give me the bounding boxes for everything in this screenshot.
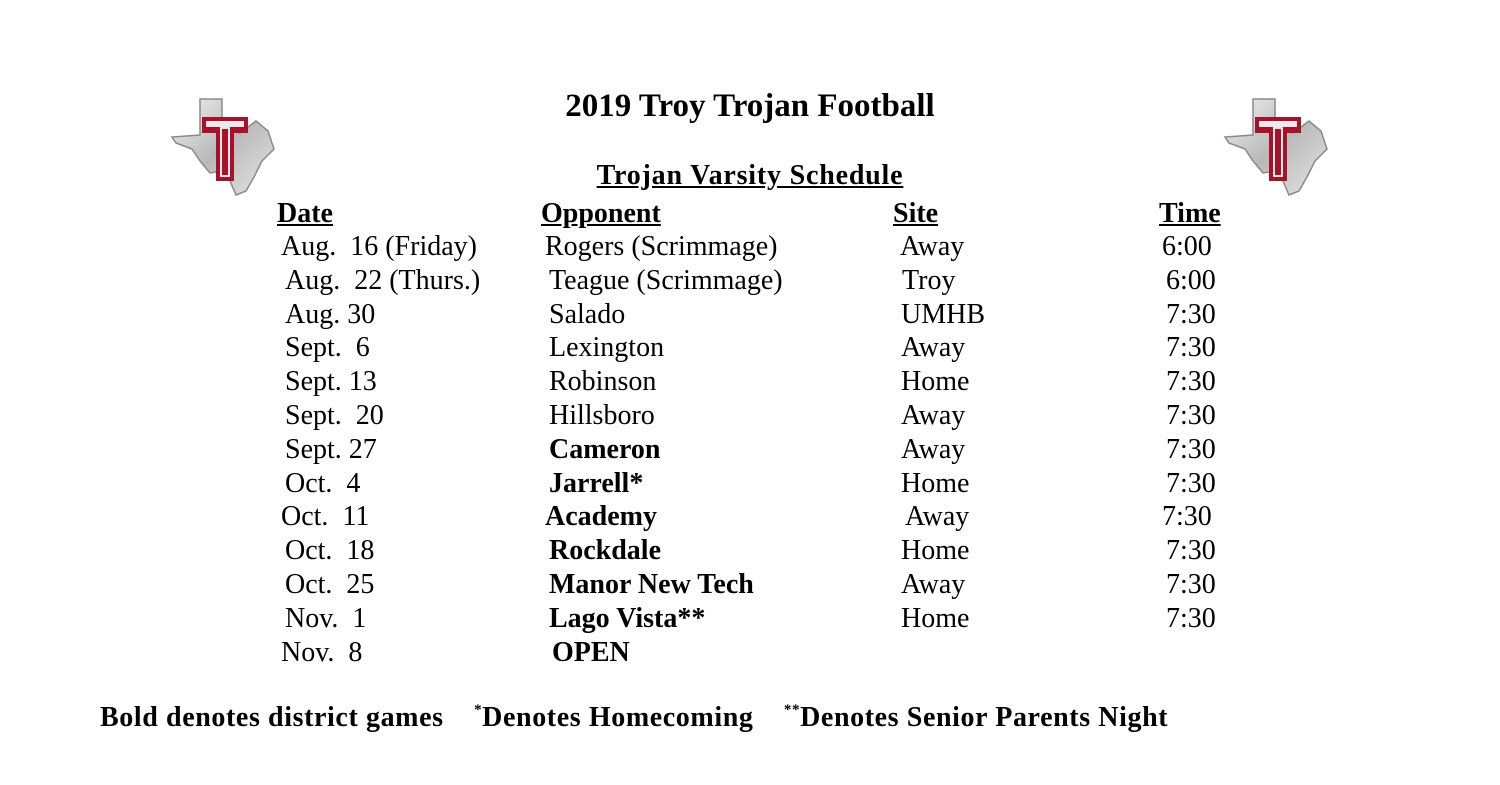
row-time: 7:30	[1166, 569, 1216, 600]
row-time: 7:30	[1166, 298, 1216, 330]
table-row	[0, 637, 1500, 671]
row-date: Oct. 18	[285, 535, 375, 567]
row-date: Oct. 4	[285, 467, 361, 499]
row-opponent: Salado	[549, 298, 626, 330]
row-time: 6:00	[1166, 264, 1216, 296]
row-site: Troy	[902, 264, 956, 296]
row-opponent: Rogers (Scrimmage)	[545, 231, 778, 262]
row-date: Nov. 8	[281, 636, 363, 668]
row-site: Away	[901, 433, 966, 465]
table-row	[0, 400, 1500, 434]
row-opponent: Academy	[545, 501, 657, 533]
legend-homecoming-note: Denotes Homecoming	[482, 702, 754, 733]
row-opponent: OPEN	[552, 636, 630, 668]
row-opponent: Lexington	[549, 332, 665, 364]
row-date: Sept. 6	[285, 332, 370, 364]
row-site: UMHB	[901, 298, 986, 330]
row-date: Nov. 1	[285, 602, 367, 634]
table-row	[0, 535, 1500, 569]
schedule-subtitle: Trojan Varsity Schedule	[596, 160, 904, 191]
row-site: Away	[901, 569, 966, 600]
legend-homecoming-mark: *	[474, 702, 483, 718]
row-opponent: Hillsboro	[549, 400, 655, 431]
table-row	[0, 332, 1500, 366]
table-row	[0, 299, 1500, 333]
row-time: 7:30	[1166, 433, 1216, 465]
table-row	[0, 231, 1500, 265]
row-opponent: Cameron	[549, 433, 661, 465]
column-header-site: Site	[893, 198, 939, 229]
row-time: 7:30	[1162, 501, 1212, 533]
row-site: Home	[901, 602, 970, 634]
legend-senior-mark: **	[783, 702, 801, 718]
table-row	[0, 468, 1500, 502]
row-opponent: Teague (Scrimmage)	[549, 264, 783, 296]
table-row	[0, 265, 1500, 299]
table-row	[0, 569, 1500, 603]
table-row	[0, 501, 1500, 535]
row-site: Home	[901, 535, 970, 567]
row-date: Oct. 25	[285, 569, 375, 600]
row-date: Aug. 16 (Friday)	[281, 231, 477, 262]
row-date: Sept. 27	[285, 433, 377, 465]
row-time: 7:30	[1166, 467, 1216, 499]
table-row	[0, 434, 1500, 468]
row-opponent: Robinson	[549, 366, 657, 398]
row-date: Aug. 30	[285, 298, 376, 330]
page-title: 2019 Troy Trojan Football	[565, 88, 935, 124]
legend-footer	[100, 702, 1168, 734]
row-date: Sept. 13	[285, 366, 377, 398]
row-time: 7:30	[1166, 602, 1216, 634]
row-opponent: Lago Vista**	[549, 602, 706, 634]
row-time: 7:30	[1166, 535, 1216, 567]
row-opponent: Jarrell*	[549, 467, 644, 499]
row-time: 7:30	[1166, 366, 1216, 398]
column-header-date: Date	[277, 198, 333, 229]
row-site: Home	[901, 366, 970, 398]
row-time: 6:00	[1162, 231, 1212, 262]
row-time: 7:30	[1166, 332, 1216, 364]
column-header-opponent: Opponent	[541, 198, 661, 229]
table-row	[0, 603, 1500, 637]
row-site: Away	[901, 400, 966, 431]
legend-senior-note: Denotes Senior Parents Night	[800, 702, 1169, 733]
row-opponent: Manor New Tech	[549, 569, 754, 600]
row-date: Oct. 11	[281, 501, 370, 533]
row-date: Aug. 22 (Thurs.)	[285, 264, 481, 296]
table-row	[0, 366, 1500, 400]
row-time: 7:30	[1166, 400, 1216, 431]
row-date: Sept. 20	[285, 400, 384, 431]
column-header-time: Time	[1159, 198, 1221, 229]
row-site: Away	[900, 231, 965, 262]
row-site: Home	[901, 467, 970, 499]
legend-district-note: Bold denotes district games	[100, 702, 444, 733]
row-opponent: Rockdale	[549, 535, 661, 567]
row-site: Away	[905, 501, 970, 533]
row-site: Away	[901, 332, 966, 364]
